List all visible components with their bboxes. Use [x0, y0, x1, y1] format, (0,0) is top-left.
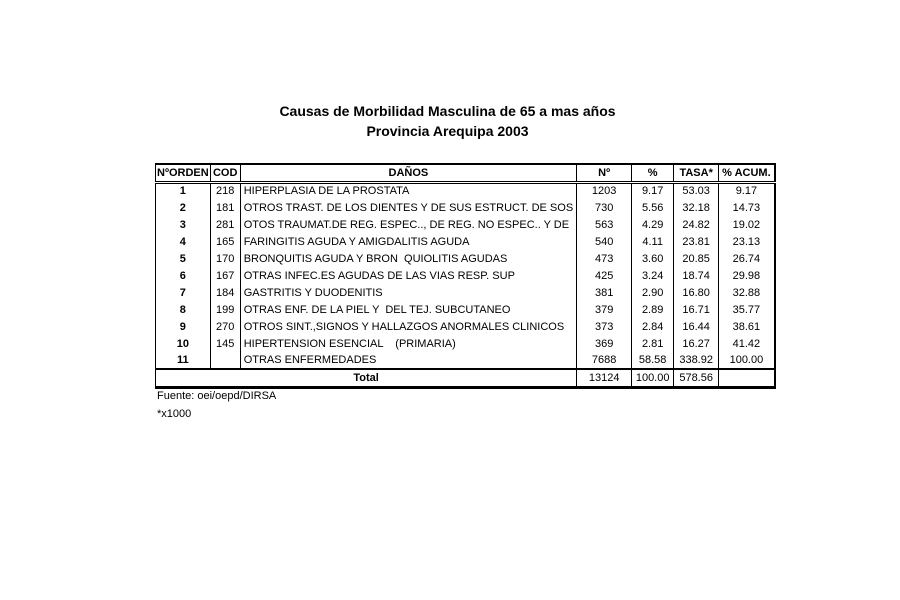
cell-orden: 8 — [156, 301, 211, 318]
header-n: Nº — [577, 164, 632, 182]
cell-n: 563 — [577, 216, 632, 233]
cell-orden: 6 — [156, 267, 211, 284]
cell-pct: 2.84 — [632, 318, 674, 335]
table-row — [156, 267, 775, 284]
cell-danos: FARINGITIS AGUDA Y AMIGDALITIS AGUDA — [240, 233, 576, 250]
cell-danos: OTRAS INFEC.ES AGUDAS DE LAS VIAS RESP. SUP — [240, 267, 576, 284]
cell-cod: 145 — [210, 335, 240, 352]
cell-n: 373 — [577, 318, 632, 335]
cell-cod: 184 — [210, 284, 240, 301]
total-acum — [719, 369, 775, 387]
cell-pct: 4.29 — [632, 216, 674, 233]
cell-acum: 35.77 — [719, 301, 775, 318]
cell-danos: HIPERTENSION ESENCIAL (PRIMARIA) — [240, 335, 576, 352]
cell-acum: 41.42 — [719, 335, 775, 352]
cell-pct: 2.90 — [632, 284, 674, 301]
cell-danos: BRONQUITIS AGUDA Y BRON QUIOLITIS AGUDAS — [240, 250, 576, 267]
cell-tasa: 16.27 — [674, 335, 719, 352]
title-line-1: Causas de Morbilidad Masculina de 65 a mas años — [279, 103, 616, 119]
cell-orden: 4 — [156, 233, 211, 250]
cell-orden: 10 — [156, 335, 211, 352]
table-row — [156, 284, 775, 301]
header-cod: COD — [210, 164, 240, 182]
cell-acum: 9.17 — [719, 182, 775, 199]
cell-cod: 167 — [210, 267, 240, 284]
cell-danos: OTRAS ENFERMEDADES — [240, 352, 576, 369]
cell-tasa: 16.71 — [674, 301, 719, 318]
cell-cod: 181 — [210, 199, 240, 216]
cell-tasa: 16.80 — [674, 284, 719, 301]
header-norden: NºORDEN — [156, 164, 211, 182]
cell-danos: HIPERPLASIA DE LA PROSTATA — [240, 182, 576, 199]
cell-n: 7688 — [577, 352, 632, 369]
header-acum: % ACUM. — [719, 164, 775, 182]
cell-pct: 4.11 — [632, 233, 674, 250]
cell-cod: 199 — [210, 301, 240, 318]
cell-orden: 5 — [156, 250, 211, 267]
source-note: Fuente: oei/oepd/DIRSA — [157, 390, 277, 402]
morbidity-table — [155, 163, 776, 389]
cell-tasa: 18.74 — [674, 267, 719, 284]
cell-tasa: 16.44 — [674, 318, 719, 335]
header-danos: DAÑOS — [240, 164, 576, 182]
table-row — [156, 352, 775, 369]
cell-danos: OTROS TRAST. DE LOS DIENTES Y DE SUS ESTRUCT. DE SOS — [240, 199, 576, 216]
cell-cod — [210, 352, 240, 369]
table-row — [156, 335, 775, 352]
total-row — [156, 369, 775, 387]
cell-orden: 1 — [156, 182, 211, 199]
cell-acum: 14.73 — [719, 199, 775, 216]
rate-note: *x1000 — [157, 408, 192, 420]
total-n: 13124 — [577, 369, 632, 387]
cell-danos: OTOS TRAUMAT.DE REG. ESPEC.., DE REG. NO ESPEC.. Y DE — [240, 216, 576, 233]
cell-acum: 32.88 — [719, 284, 775, 301]
cell-orden: 7 — [156, 284, 211, 301]
header-pct: % — [632, 164, 674, 182]
table-row — [156, 182, 775, 199]
title-line-2: Provincia Arequipa 2003 — [366, 123, 529, 139]
table-row — [156, 301, 775, 318]
table-row — [156, 250, 775, 267]
cell-tasa: 24.82 — [674, 216, 719, 233]
header-tasa: TASA* — [674, 164, 719, 182]
cell-tasa: 23.81 — [674, 233, 719, 250]
table-row — [156, 199, 775, 216]
cell-acum: 26.74 — [719, 250, 775, 267]
cell-danos: OTROS SINT.,SIGNOS Y HALLAZGOS ANORMALES CLINICOS — [240, 318, 576, 335]
cell-n: 379 — [577, 301, 632, 318]
cell-orden: 2 — [156, 199, 211, 216]
cell-pct: 9.17 — [632, 182, 674, 199]
cell-orden: 11 — [156, 352, 211, 369]
cell-tasa: 338.92 — [674, 352, 719, 369]
cell-pct: 2.81 — [632, 335, 674, 352]
cell-n: 1203 — [577, 182, 632, 199]
cell-acum: 29.98 — [719, 267, 775, 284]
total-tasa: 578.56 — [674, 369, 719, 387]
cell-acum: 38.61 — [719, 318, 775, 335]
table-row — [156, 216, 775, 233]
header-row — [156, 164, 775, 182]
cell-orden: 9 — [156, 318, 211, 335]
cell-pct: 3.24 — [632, 267, 674, 284]
cell-n: 473 — [577, 250, 632, 267]
total-label: Total — [156, 369, 577, 387]
cell-n: 425 — [577, 267, 632, 284]
cell-cod: 270 — [210, 318, 240, 335]
cell-n: 369 — [577, 335, 632, 352]
cell-pct: 5.56 — [632, 199, 674, 216]
cell-cod: 165 — [210, 233, 240, 250]
cell-cod: 218 — [210, 182, 240, 199]
cell-acum: 100.00 — [719, 352, 775, 369]
cell-pct: 2.89 — [632, 301, 674, 318]
cell-acum: 23.13 — [719, 233, 775, 250]
cell-n: 540 — [577, 233, 632, 250]
cell-danos: GASTRITIS Y DUODENITIS — [240, 284, 576, 301]
table-row — [156, 233, 775, 250]
cell-tasa: 53.03 — [674, 182, 719, 199]
table-body — [156, 182, 775, 369]
cell-n: 381 — [577, 284, 632, 301]
total-pct: 100.00 — [632, 369, 674, 387]
cell-tasa: 20.85 — [674, 250, 719, 267]
cell-cod: 281 — [210, 216, 240, 233]
cell-orden: 3 — [156, 216, 211, 233]
cell-acum: 19.02 — [719, 216, 775, 233]
page-title — [155, 101, 740, 141]
cell-tasa: 32.18 — [674, 199, 719, 216]
table-row — [156, 318, 775, 335]
cell-n: 730 — [577, 199, 632, 216]
cell-pct: 3.60 — [632, 250, 674, 267]
cell-cod: 170 — [210, 250, 240, 267]
cell-pct: 58.58 — [632, 352, 674, 369]
cell-danos: OTRAS ENF. DE LA PIEL Y DEL TEJ. SUBCUTANEO — [240, 301, 576, 318]
